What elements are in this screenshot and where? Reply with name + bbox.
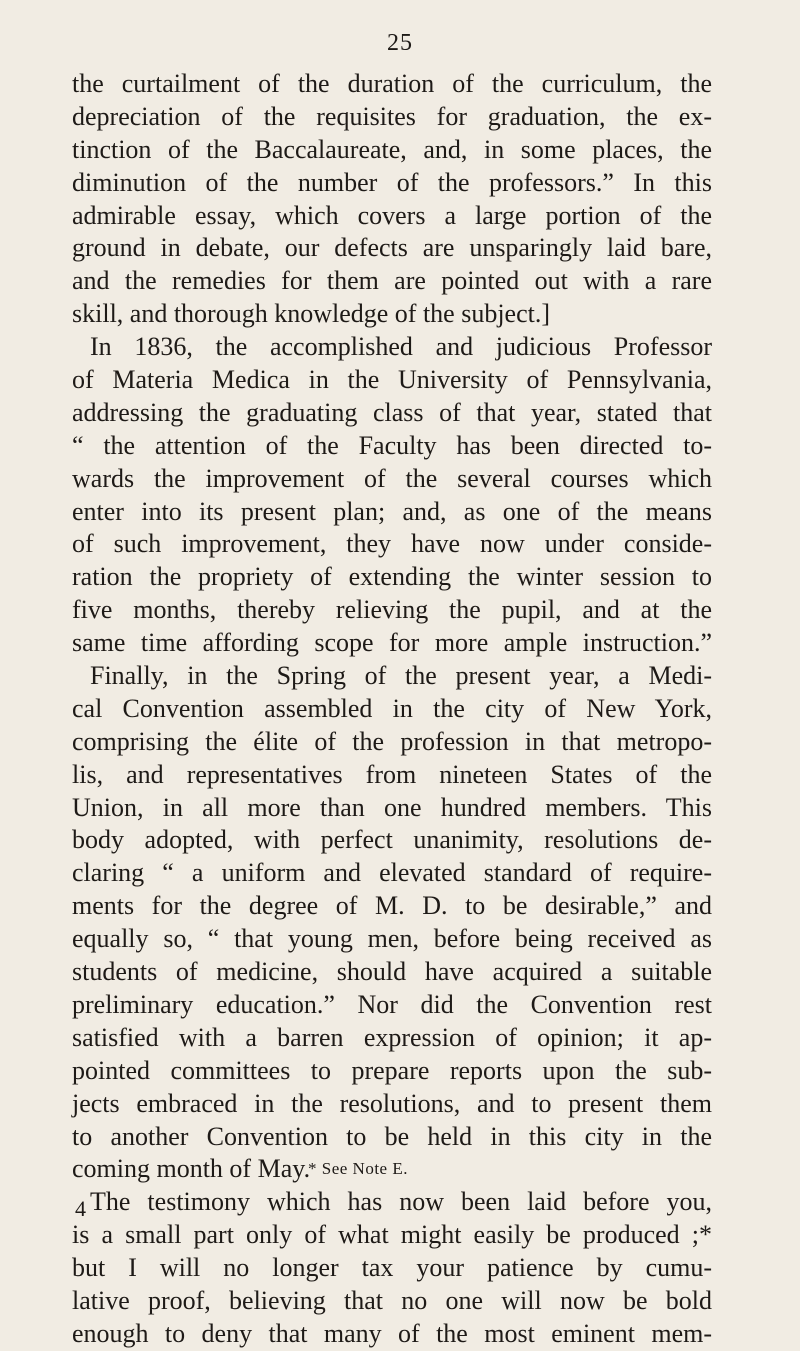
text-line: The testimony which has now been laid before you,	[90, 1187, 712, 1217]
page-number: 25	[387, 30, 413, 56]
text-line: ments for the degree of M. D. to be desirable,” and	[72, 891, 712, 921]
text-line: wards the improvement of the several courses which	[72, 463, 712, 493]
text-line: pointed committees to prepare reports upon the sub-	[72, 1055, 712, 1085]
text-line: diminution of the number of the professors.” In this	[72, 167, 712, 197]
text-line: comprising the élite of the profession in that metropo-	[72, 726, 712, 756]
text-line: Finally, in the Spring of the present year, a Medi-	[90, 661, 712, 691]
text-line: cal Convention assembled in the city of New York,	[72, 693, 712, 723]
text-line: tinction of the Baccalaureate, and, in some places, the	[72, 134, 712, 164]
text-line: five months, thereby relieving the pupil, and at the	[72, 595, 712, 625]
text-line: is a small part only of what might easily be produced ;*	[72, 1220, 712, 1250]
text-line: admirable essay, which covers a large portion of the	[72, 200, 712, 230]
text-line: depreciation of the requisites for graduation, the ex-	[72, 101, 712, 131]
footnote: * See Note E.	[308, 1159, 408, 1178]
text-line: skill, and thorough knowledge of the subject.]	[72, 299, 551, 329]
signature-mark: 4	[75, 1196, 86, 1221]
text-line: to another Convention to be held in this city in the	[72, 1121, 712, 1151]
text-line: coming month of May.	[72, 1154, 311, 1184]
text-line: “ the attention of the Faculty has been directed to-	[72, 430, 712, 460]
text-line: the curtailment of the duration of the curriculum, the	[72, 69, 712, 98]
text-line: addressing the graduating class of that year, stated that	[72, 397, 712, 427]
text-line: but I will no longer tax your patience by cumu-	[72, 1253, 712, 1283]
text-line: students of medicine, should have acquired a suitable	[72, 957, 712, 987]
text-line: of such improvement, they have now under conside-	[72, 529, 712, 559]
text-line: lative proof, believing that no one will now be bold	[72, 1285, 712, 1315]
text-line: In 1836, the accomplished and judicious Professor	[90, 332, 712, 362]
text-line: ration the propriety of extending the winter session to	[72, 562, 712, 592]
text-line: lis, and representatives from nineteen States of the	[72, 759, 712, 789]
text-line: Union, in all more than one hundred members. This	[72, 792, 712, 822]
text-line: body adopted, with perfect unanimity, resolutions de-	[72, 825, 712, 855]
text-line: satisfied with a barren expression of opinion; it ap-	[72, 1022, 712, 1052]
text-line: preliminary education.” Nor did the Convention rest	[72, 989, 712, 1019]
text-line: jects embraced in the resolutions, and to present them	[72, 1088, 712, 1118]
text-line: enter into its present plan; and, as one of the means	[72, 496, 712, 526]
text-line: enough to deny that many of the most eminent mem-	[72, 1318, 712, 1348]
text-line: and the remedies for them are pointed out with a rare	[72, 266, 712, 296]
text-line: same time affording scope for more ample instruction.”	[72, 628, 712, 658]
text-line: equally so, “ that young men, before being received as	[72, 924, 712, 954]
text-line: of Materia Medica in the University of Pennsylvania,	[72, 365, 712, 395]
text-line: ground in debate, our defects are unsparingly laid bare,	[72, 233, 712, 263]
text-line: claring “ a uniform and elevated standard of require-	[72, 858, 712, 888]
